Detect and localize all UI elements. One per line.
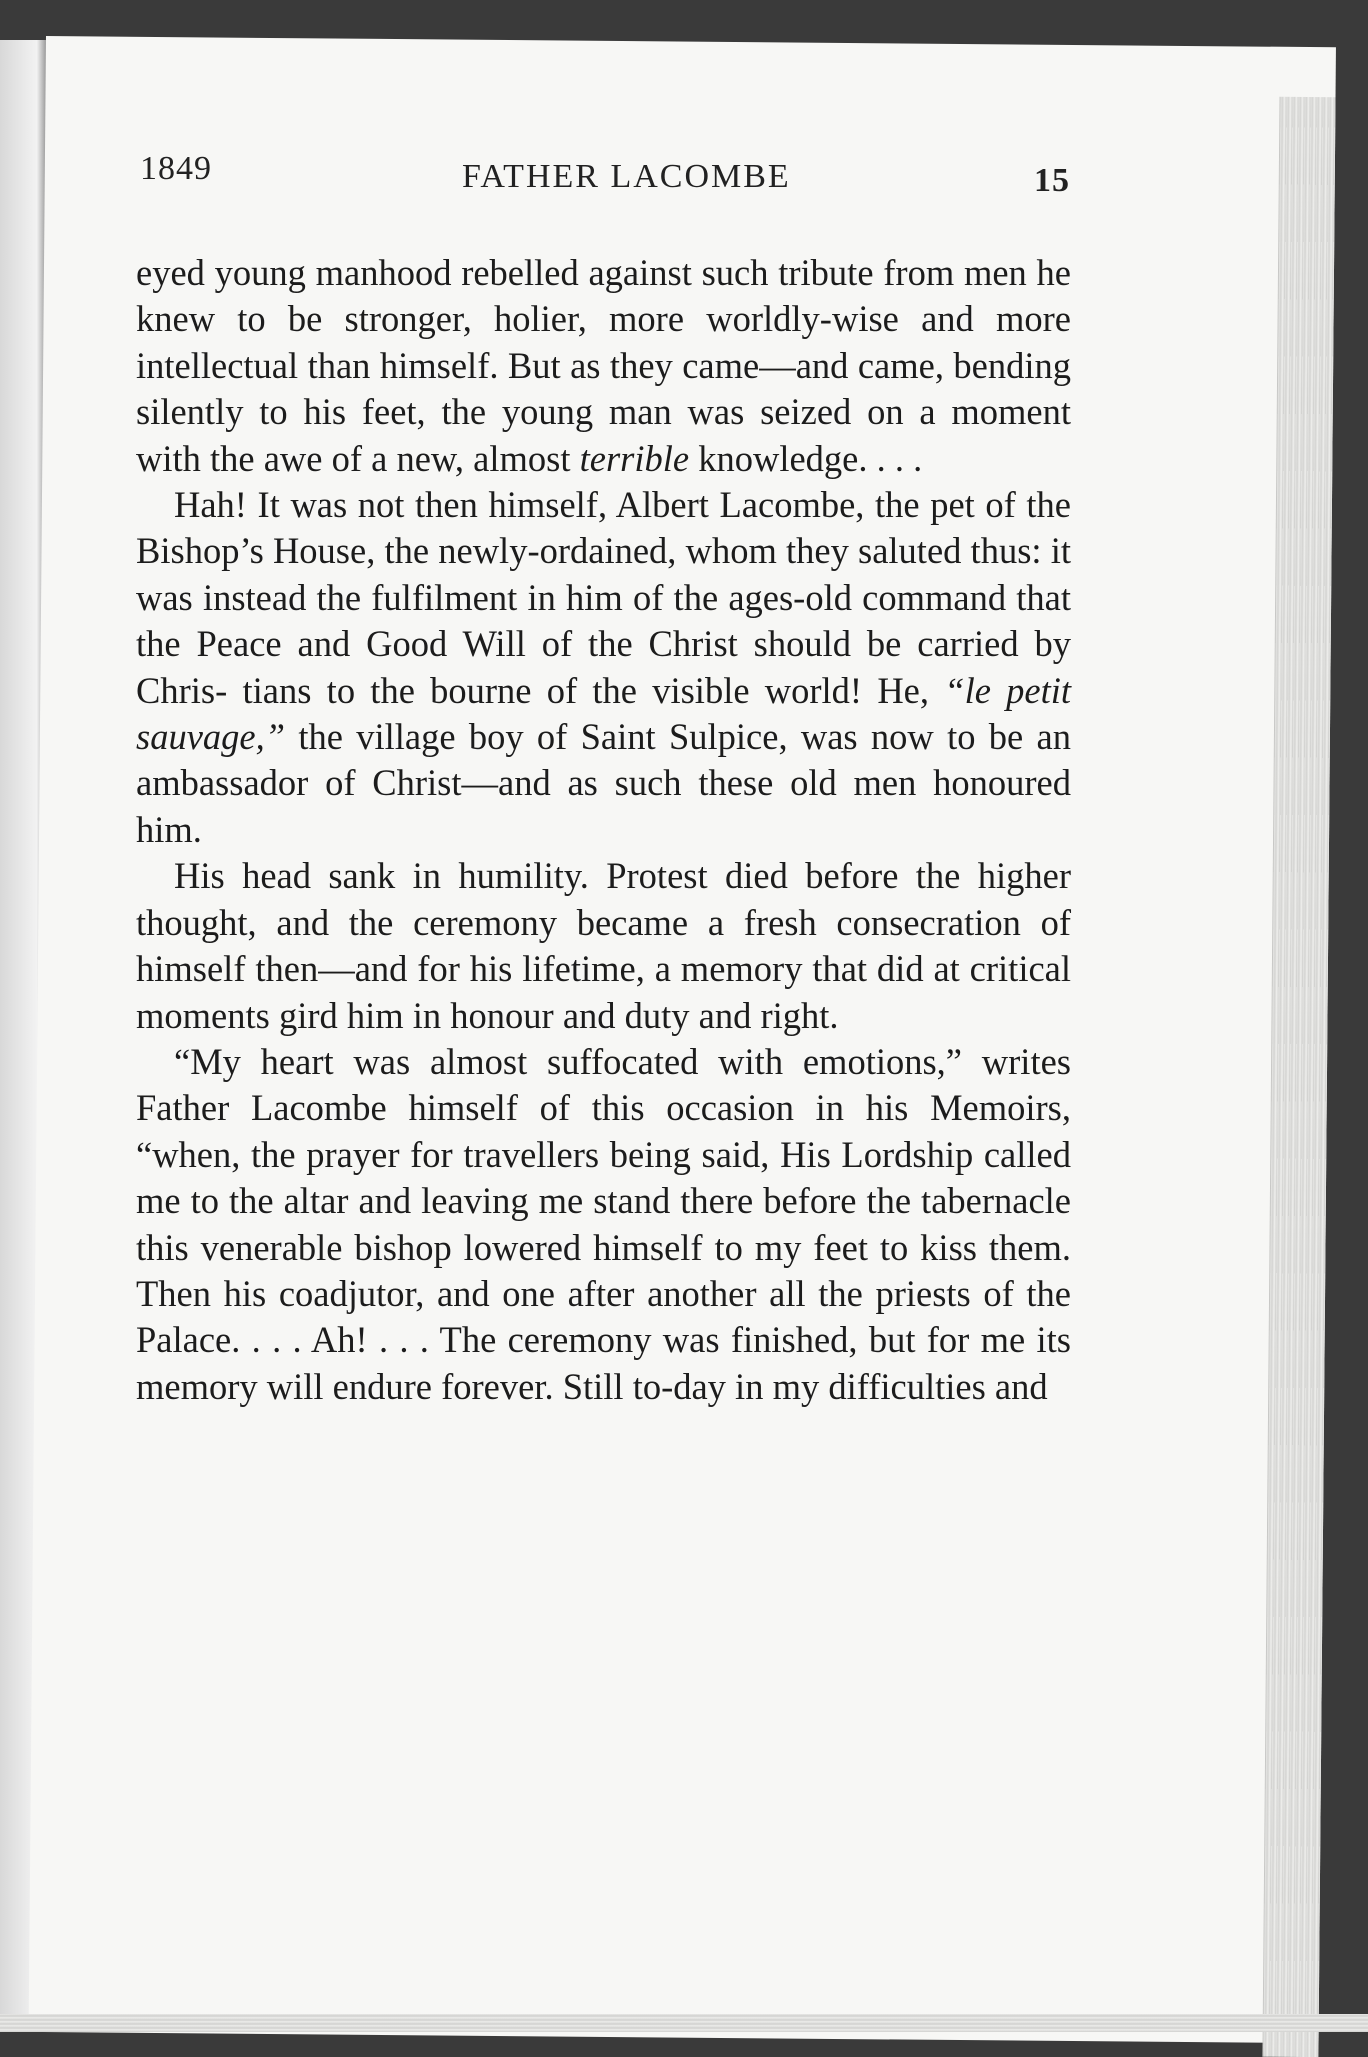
text-line: Good Will of the Christ should be carried by Chris- [136,623,1071,711]
text-line: as they came—and came, bending silently to his feet, [136,344,1071,433]
text-line: the pet of the Bishop’s House, the newly-ordained, [136,484,1071,572]
italic-word: terrible [579,437,690,479]
running-head-title: FATHER LACOMBE [462,158,791,195]
page-stack-edge [1262,97,1335,2057]
text-fragment: knowledge. . . . [689,437,923,479]
text-line: eyed young manhood rebelled against such tribute [136,252,884,293]
paragraph-1 [136,250,1071,482]
italic-phrase: “le petit sauvage,” [136,669,1072,758]
text-line: in him of the ages-old command that the Peace and [136,576,1071,665]
text-line: worldly-wise and more intellectual than himself. But [136,298,1071,386]
body-text [136,250,1071,1410]
page-bottom-edge [0,2014,1368,2032]
text-line: whom they saluted thus: it was instead the fulfilment [136,530,1071,618]
text-line: from men he knew to be stronger, holier, more [136,252,1071,340]
paragraph-4: “My heart was almost suffocated with emotions,” writes Father Lacombe himself of this occasion in his Memoirs, “when, the prayer for travellers being said, His Lordship called me to the altar and leaving me stand there before the tabernacle this venerable bishop lowered himself to my feet to kiss them. Then his coadjutor, and one after another all the priests of the Palace. . . . Ah! . . . The ceremony was finished, but for me its memory will endure forever. Still to-day in my difficulties and [136,1040,1071,1407]
paragraph-2 [136,482,1071,853]
paragraph-3: His head sank in humility. Protest died before the higher thought, and the ceremony became a fresh consecration of himself then—and for his lifetime, a memory that did at critical moments gird him in honour and duty and right. [136,855,1071,1036]
running-head [140,150,1070,200]
text-line: Hah! It was not then himself, Albert Lacombe, [174,484,876,526]
text-line: the young man was seized on a moment with the awe [136,391,1072,479]
running-head-year: 1849 [140,150,212,187]
page-number: 15 [1034,162,1070,199]
text-line: of a new, almost [331,437,580,479]
text-fragment: the village boy of Saint Sulpice, was now to be an ambassador of Christ—and as such these old men honoured him. [136,716,1071,850]
text-line: tians to the bourne of the visible world! He, [242,669,945,711]
